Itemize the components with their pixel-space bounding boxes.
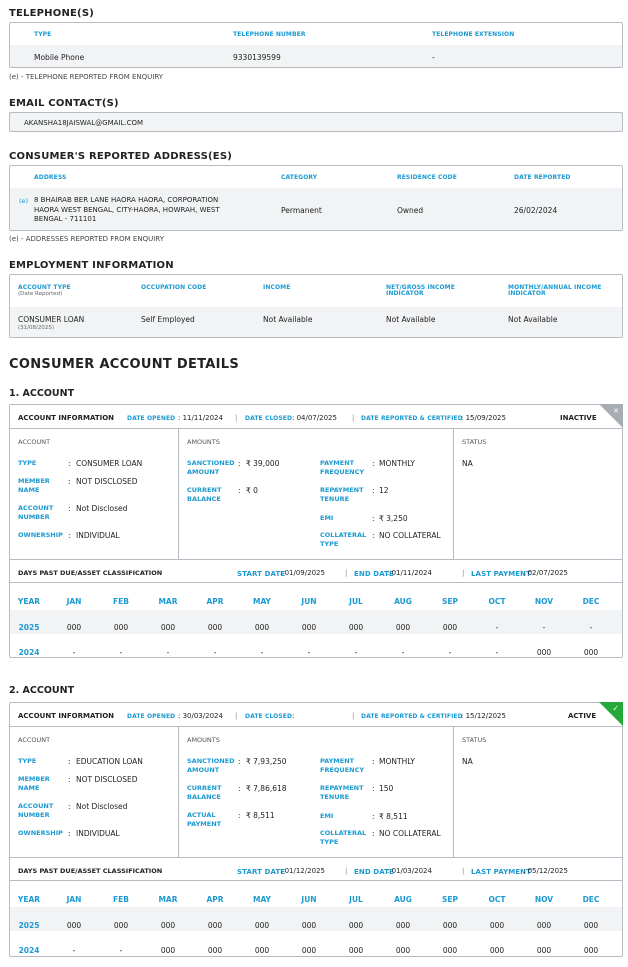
payment-frequency-label-1: PAYMENT (320, 459, 355, 467)
last-payment-label: LAST PAYMENT (471, 570, 532, 578)
account-2-status-label: ACTIVE (568, 712, 597, 720)
calendar-dpd-cell: 000 (442, 623, 458, 632)
address-table (9, 165, 623, 231)
account-2-status: NA (462, 757, 473, 766)
date-reported-label: DATE REPORTED & CERTIFIED (361, 713, 463, 720)
calendar-dpd-cell: 000 (160, 946, 176, 955)
account-1-collateral: NO COLLATERAL (379, 531, 441, 540)
repayment-tenure-label-1: REPAYMENT (320, 486, 364, 494)
account-2-end-date: : 01/03/2024 (387, 867, 432, 875)
calendar-dpd-cell: 000 (395, 921, 411, 930)
inactive-corner-badge (599, 404, 623, 428)
member-name-label-1: MEMBER (18, 477, 50, 485)
col-header-date-reported: DATE REPORTED (514, 174, 571, 181)
calendar-dpd-cell: - (307, 648, 311, 657)
telephone-table (9, 22, 623, 68)
account-1-end-date: : 01/11/2024 (387, 569, 432, 577)
calendar-dpd-cell: 000 (254, 623, 270, 632)
calendar-header-apr: APR (206, 895, 224, 904)
calendar-dpd-cell: 000 (348, 946, 364, 955)
address-date-reported: 26/02/2024 (514, 206, 558, 215)
calendar-dpd-cell: - (213, 648, 217, 657)
account-1-date-closed: : 04/07/2025 (292, 414, 337, 422)
calendar-dpd-cell: - (354, 648, 358, 657)
calendar-dpd-cell: - (495, 648, 499, 657)
employment-occupation: Self Employed (141, 315, 195, 324)
calendar-header-oct: OCT (488, 597, 506, 606)
account-2-last-payment: : 05/12/2025 (523, 867, 568, 875)
address-row (10, 188, 622, 230)
dpd-label: DAYS PAST DUE/ASSET CLASSIFICATION (18, 569, 163, 577)
account-1-title: 1. ACCOUNT (9, 388, 75, 399)
telephone-section-title: TELEPHONE(S) (9, 8, 94, 19)
employment-monthly: Not Available (508, 315, 558, 324)
account-1-start-date: : 01/09/2025 (280, 569, 325, 577)
calendar-header-feb: FEB (113, 597, 129, 606)
calendar-header-may: MAY (253, 895, 271, 904)
calendar-dpd-cell: 000 (489, 921, 505, 930)
address-residence-code: Owned (397, 206, 424, 215)
date-reported-label: DATE REPORTED & CERTIFIED (361, 415, 463, 422)
collateral-label-1: COLLATERAL (320, 829, 367, 837)
account-1-date-reported: : 15/09/2025 (461, 414, 506, 422)
calendar-dpd-cell: - (119, 946, 123, 955)
account-1-account-number: Not Disclosed (76, 504, 128, 513)
calendar-dpd-cell: - (542, 623, 546, 632)
repayment-tenure-label-2: TENURE (320, 495, 350, 503)
account-2-sanctioned: ₹ 7,93,250 (246, 757, 287, 766)
calendar-dpd-cell: - (72, 648, 76, 657)
column-title-status: STATUS (462, 438, 487, 446)
column-title-amounts: AMOUNTS (187, 438, 220, 446)
calendar-dpd-cell: 000 (160, 623, 176, 632)
calendar-dpd-cell: 000 (583, 921, 599, 930)
calendar-dpd-cell: 000 (207, 623, 223, 632)
calendar-header-may: MAY (253, 597, 271, 606)
calendar-header-mar: MAR (158, 597, 178, 606)
calendar-header-jan: JAN (66, 597, 82, 606)
collateral-label-1: COLLATERAL (320, 531, 367, 539)
sanctioned-label-2: AMOUNT (187, 468, 220, 476)
payment-frequency-label-1: PAYMENT (320, 757, 355, 765)
col-header-occupation-code: OCCUPATION CODE (141, 284, 207, 291)
employment-income: Not Available (263, 315, 313, 324)
calendar-dpd-cell: 000 (536, 946, 552, 955)
account-2-date-closed: : (292, 712, 295, 720)
col-header-address: ADDRESS (34, 174, 67, 181)
calendar-year-cell: 2024 (18, 946, 40, 955)
member-name-label-2: NAME (18, 784, 40, 792)
calendar-dpd-cell: - (448, 648, 452, 657)
calendar-header-dec: DEC (582, 597, 600, 606)
col-header-income: INCOME (263, 284, 291, 291)
calendar-dpd-cell: 000 (254, 946, 270, 955)
calendar-dpd-cell: - (260, 648, 264, 657)
calendar-header-year: YEAR (17, 895, 41, 904)
account-1-payment-frequency: MONTHLY (379, 459, 415, 468)
calendar-header-dec: DEC (582, 895, 600, 904)
address-enquiry-marker: (e) (19, 197, 29, 205)
calendar-header-jun: JUN (301, 597, 317, 606)
email-box (9, 112, 623, 132)
calendar-dpd-cell: 000 (301, 946, 317, 955)
account-2-title: 2. ACCOUNT (9, 685, 75, 696)
check-icon: ✓ (612, 704, 619, 713)
account-2-date-reported: : 15/12/2025 (461, 712, 506, 720)
calendar-dpd-cell: - (166, 648, 170, 657)
calendar-dpd-cell: 000 (160, 921, 176, 930)
account-number-label-2: NUMBER (18, 513, 50, 521)
member-name-label-1: MEMBER (18, 775, 50, 783)
calendar-dpd-cell: - (119, 648, 123, 657)
last-payment-label: LAST PAYMENT (471, 868, 532, 876)
col-header-type: TYPE (34, 31, 52, 38)
calendar-dpd-cell: 000 (66, 623, 82, 632)
calendar-dpd-cell: 000 (254, 921, 270, 930)
col-header-residence-code: RESIDENCE CODE (397, 174, 457, 181)
date-opened-label: DATE OPENED (127, 713, 176, 720)
start-date-label: START DATE (237, 570, 286, 578)
calendar-dpd-cell: 000 (583, 648, 599, 657)
column-title-status: STATUS (462, 736, 487, 744)
ownership-label: OWNERSHIP (18, 829, 63, 837)
member-name-label-2: NAME (18, 486, 40, 494)
address-line-3: BENGAL - 711101 (34, 215, 97, 223)
calendar-dpd-cell: 000 (207, 946, 223, 955)
account-2-collateral: NO COLLATERAL (379, 829, 441, 838)
column-title-amounts: AMOUNTS (187, 736, 220, 744)
account-number-label-1: ACCOUNT (18, 802, 54, 810)
type-label: TYPE (18, 757, 37, 765)
account-2-payment-frequency: MONTHLY (379, 757, 415, 766)
calendar-year-cell: 2025 (18, 623, 40, 632)
type-label: TYPE (18, 459, 37, 467)
account-2-account-number: Not Disclosed (76, 802, 128, 811)
repayment-tenure-label-2: TENURE (320, 793, 350, 801)
col-header-monthly-1: MONTHLY/ANNUAL INCOME (508, 284, 602, 291)
calendar-header-jul: JUL (349, 895, 363, 904)
payment-frequency-label-2: FREQUENCY (320, 468, 365, 476)
column-title-account: ACCOUNT (18, 438, 51, 446)
calendar-dpd-cell: 000 (536, 921, 552, 930)
calendar-dpd-cell: 000 (583, 946, 599, 955)
calendar-dpd-cell: 000 (489, 946, 505, 955)
account-1-status-label: INACTIVE (560, 414, 597, 422)
account-1-member-name: NOT DISCLOSED (76, 477, 138, 486)
account-1-ownership: INDIVIDUAL (76, 531, 120, 540)
account-2-type: EDUCATION LOAN (76, 757, 143, 766)
calendar-dpd-cell: 000 (113, 921, 129, 930)
calendar-year-cell: 2025 (18, 921, 40, 930)
date-opened-label: DATE OPENED (127, 415, 176, 422)
telephone-extension: - (432, 53, 435, 62)
sanctioned-label-1: SANCTIONED (187, 459, 235, 467)
start-date-label: START DATE (237, 868, 286, 876)
calendar-dpd-cell: - (72, 946, 76, 955)
calendar-header-nov: NOV (534, 895, 554, 904)
current-balance-label-2: BALANCE (187, 793, 221, 801)
calendar-header-oct: OCT (488, 895, 506, 904)
calendar-header-year: YEAR (17, 597, 41, 606)
ownership-label: OWNERSHIP (18, 531, 63, 539)
account-2-current-balance: ₹ 7,86,618 (246, 784, 287, 793)
calendar-dpd-cell: - (589, 623, 593, 632)
col-header-date-reported-sub: (Date Reported) (18, 291, 63, 297)
actual-payment-label-2: PAYMENT (187, 820, 222, 828)
dpd-label: DAYS PAST DUE/ASSET CLASSIFICATION (18, 867, 163, 875)
address-category: Permanent (281, 206, 322, 215)
active-corner-badge (599, 702, 623, 726)
col-header-net-gross-1: NET/GROSS INCOME (386, 284, 455, 291)
account-1-date-opened: : 11/11/2024 (178, 414, 223, 422)
calendar-dpd-cell: 000 (536, 648, 552, 657)
payment-frequency-label-2: FREQUENCY (320, 766, 365, 774)
account-2-info-bar: ACCOUNT INFORMATION DATE OPENED : 30/03/2024 | DATE CLOSED : | DATE REPORTED & CERTIFIED : 15/12/2025 ACTIVE (10, 703, 622, 727)
account-2-date-opened: : 30/03/2024 (178, 712, 223, 720)
current-balance-label-2: BALANCE (187, 495, 221, 503)
emi-label: EMI (320, 812, 334, 820)
employment-date-reported: (31/08/2025) (18, 325, 54, 331)
close-icon: ✕ (613, 407, 619, 415)
account-info-label: ACCOUNT INFORMATION (18, 414, 115, 422)
actual-payment-label-1: ACTUAL (187, 811, 216, 819)
account-2-card: ACCOUNT INFORMATION DATE OPENED : 30/03/2024 | DATE CLOSED : | DATE REPORTED & CERTIFIED : 15/12/2025 ACTIVE ✓ ACCOUNT AMOUNTS STATUS TYPE : EDUCATION LOAN MEMBER NAME : NOT DISCLOSED ACCOUNT NUMBER : Not Disclosed OWNERSHIP : INDIVIDUAL SANCTIONED AMOUNT : ₹ 7,93,250 CURRENT BALANCE : ₹ 7,86,618 ACTUAL PAYMENT : ₹ 8,511 PAYMENT FREQUENCY : MONTHLY REPAYMENT TENURE : 150 EMI : ₹ 8,511 COLLATERAL TYPE : NO COLLATERAL NA DAYS PAST DUE/ASSET CLASSIFICATION START DATE : 01/12/2025 | END DATE : 01/03/2024 | LAST PAYMENT : 05/12/2025 YEAR JAN FEB MAR APR MAY JUN JUL AUG SEP OCT NOV DEC 2025 000 000 000 000 000 000 000 000 000 000 000 000 2024 - - 000 000 000 000 000 000 000 000 000 000 (9, 702, 623, 957)
telephone-row (10, 45, 622, 67)
calendar-dpd-cell: 000 (301, 623, 317, 632)
current-balance-label-1: CURRENT (187, 784, 222, 792)
calendar-dpd-cell: 000 (348, 921, 364, 930)
calendar-header-feb: FEB (113, 895, 129, 904)
account-2-actual-payment: ₹ 8,511 (246, 811, 275, 820)
employment-account-type: CONSUMER LOAN (18, 315, 85, 324)
calendar-header-aug: AUG (394, 895, 412, 904)
col-header-monthly-2: INDICATOR (508, 290, 546, 297)
calendar-dpd-cell: 000 (395, 946, 411, 955)
calendar-dpd-cell: 000 (301, 921, 317, 930)
consumer-account-details-title: CONSUMER ACCOUNT DETAILS (9, 357, 240, 372)
col-header-account-type: ACCOUNT TYPE (18, 284, 71, 291)
emi-label: EMI (320, 514, 334, 522)
col-header-telephone-extension: TELEPHONE EXTENSION (432, 31, 515, 38)
calendar-header-nov: NOV (534, 597, 554, 606)
calendar-header-jan: JAN (66, 895, 82, 904)
account-2-start-date: : 01/12/2025 (280, 867, 325, 875)
col-header-category: CATEGORY (281, 174, 318, 181)
calendar-dpd-cell: 000 (348, 623, 364, 632)
account-number-label-1: ACCOUNT (18, 504, 54, 512)
account-1-info-bar: ACCOUNT INFORMATION DATE OPENED : 11/11/2024 | DATE CLOSED : 04/07/2025 | DATE REPORTED & CERTIFIED : 15/09/2025 INACTIVE (10, 405, 622, 429)
account-1-repayment-tenure: 12 (379, 486, 389, 495)
email-section-title: EMAIL CONTACT(S) (9, 98, 119, 109)
address-section-title: CONSUMER'S REPORTED ADDRESS(ES) (9, 151, 233, 162)
sanctioned-label-2: AMOUNT (187, 766, 220, 774)
calendar-year-cell: 2024 (18, 648, 40, 657)
calendar-header-sep: SEP (441, 895, 459, 904)
col-header-net-gross-2: INDICATOR (386, 290, 424, 297)
account-2-dpd-calendar (10, 881, 622, 955)
address-line-1: 8 BHAIRAB BER LANE HAORA HAORA, CORPORATION (34, 196, 219, 204)
calendar-header-mar: MAR (158, 895, 178, 904)
account-1-card: ACCOUNT INFORMATION DATE OPENED : 11/11/2024 | DATE CLOSED : 04/07/2025 | DATE REPORTED & CERTIFIED : 15/09/2025 INACTIVE ✕ ACCOUNT AMOUNTS STATUS TYPE : CONSUMER LOAN MEMBER NAME : NOT DISCLOSED ACCOUNT NUMBER : Not Disclosed OWNERSHIP : INDIVIDUAL SANCTIONED AMOUNT : ₹ 39,000 CURRENT BALANCE : ₹ 0 PAYMENT FREQUENCY : MONTHLY REPAYMENT TENURE : 12 EMI : ₹ 3,250 COLLATERAL TYPE : NO COLLATERAL NA DAYS PAST DUE/ASSET CLASSIFICATION START DATE : 01/09/2025 | END DATE : 01/11/2024 | LAST PAYMENT : 02/07/2025 YEAR JAN FEB MAR APR MAY JUN JUL AUG SEP OCT NOV DEC 2025 000 000 000 000 000 000 000 000 000 - - - 2024 - - - - - - - - - - 000 000 (9, 404, 623, 658)
calendar-dpd-cell: 000 (113, 623, 129, 632)
calendar-header-apr: APR (206, 597, 224, 606)
calendar-header-sep: SEP (441, 597, 459, 606)
calendar-dpd-cell: - (401, 648, 405, 657)
end-date-label: END DATE (354, 570, 394, 578)
account-1-status: NA (462, 459, 473, 468)
column-title-account: ACCOUNT (18, 736, 51, 744)
date-closed-label: DATE CLOSED (245, 713, 293, 720)
telephone-type: Mobile Phone (34, 53, 85, 62)
account-info-label: ACCOUNT INFORMATION (18, 712, 115, 720)
address-line-2: HAORA WEST BENGAL, CITY-HAORA, HOWRAH, WEST (34, 206, 220, 214)
employment-net-gross: Not Available (386, 315, 436, 324)
address-note: (e) - ADDRESSES REPORTED FROM ENQUIRY (9, 235, 164, 243)
calendar-dpd-cell: - (495, 623, 499, 632)
sanctioned-label-1: SANCTIONED (187, 757, 235, 765)
telephone-note: (e) - TELEPHONE REPORTED FROM ENQUIRY (9, 73, 164, 81)
calendar-header-jun: JUN (301, 895, 317, 904)
calendar-dpd-cell: 000 (66, 921, 82, 930)
account-1-dpd-calendar (10, 583, 622, 657)
calendar-dpd-cell: 000 (442, 946, 458, 955)
account-1-sanctioned: ₹ 39,000 (246, 459, 280, 468)
calendar-dpd-cell: 000 (395, 623, 411, 632)
email-value: AKANSHA18JAISWAL@GMAIL.COM (24, 119, 144, 127)
account-1-emi: ₹ 3,250 (379, 514, 408, 523)
calendar-header-aug: AUG (394, 597, 412, 606)
account-1-last-payment: : 02/07/2025 (523, 569, 568, 577)
account-2-ownership: INDIVIDUAL (76, 829, 120, 838)
account-2-member-name: NOT DISCLOSED (76, 775, 138, 784)
calendar-header-jul: JUL (349, 597, 363, 606)
account-1-type: CONSUMER LOAN (76, 459, 143, 468)
account-number-label-2: NUMBER (18, 811, 50, 819)
telephone-number: 9330139599 (233, 53, 281, 62)
end-date-label: END DATE (354, 868, 394, 876)
collateral-label-2: TYPE (320, 540, 339, 548)
current-balance-label-1: CURRENT (187, 486, 222, 494)
employment-row (10, 307, 622, 337)
calendar-dpd-cell: 000 (442, 921, 458, 930)
employment-section-title: EMPLOYMENT INFORMATION (9, 260, 174, 271)
account-2-repayment-tenure: 150 (379, 784, 394, 793)
employment-table (9, 274, 623, 338)
col-header-telephone-number: TELEPHONE NUMBER (233, 31, 306, 38)
collateral-label-2: TYPE (320, 838, 339, 846)
account-2-emi: ₹ 8,511 (379, 812, 408, 821)
account-1-current-balance: ₹ 0 (246, 486, 258, 495)
date-closed-label: DATE CLOSED (245, 415, 293, 422)
calendar-dpd-cell: 000 (207, 921, 223, 930)
repayment-tenure-label-1: REPAYMENT (320, 784, 364, 792)
